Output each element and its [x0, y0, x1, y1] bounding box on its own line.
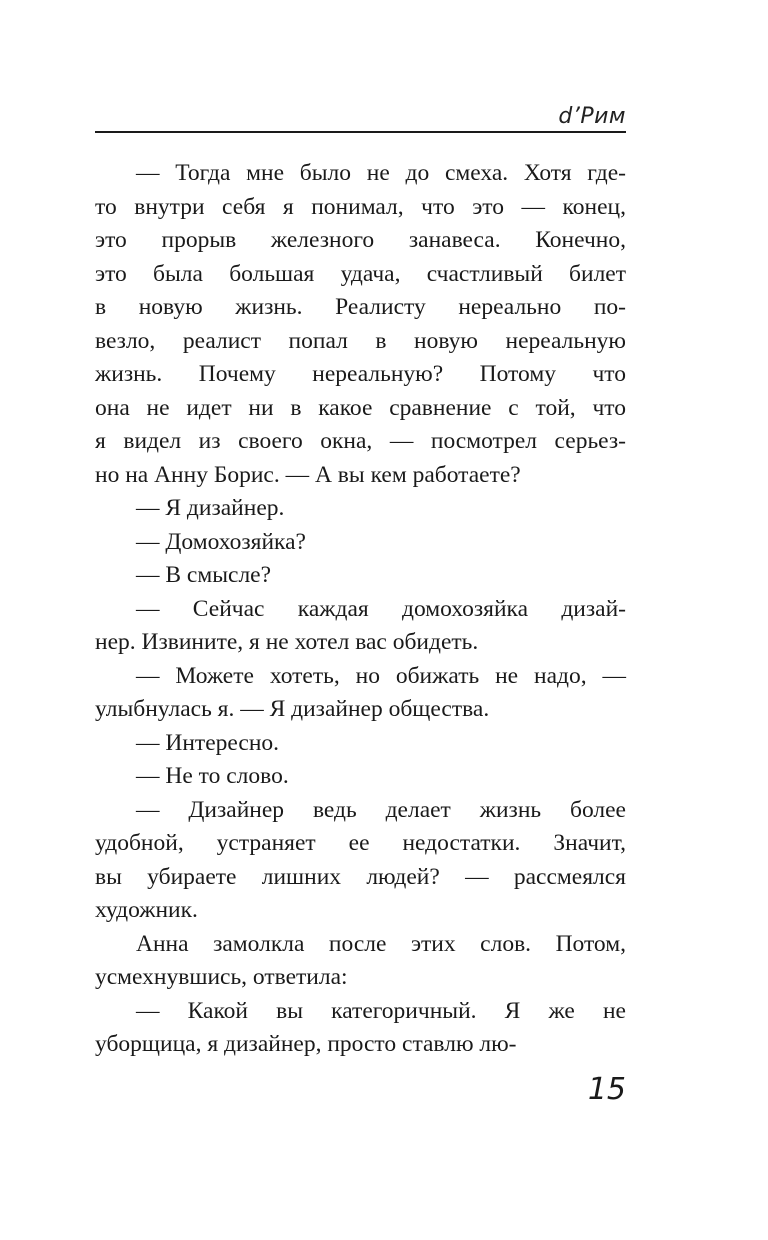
- paragraph: [95, 492, 626, 526]
- text-line: — Какой вы категоричный. Я же не: [136, 997, 626, 1024]
- text-line: улыбнулась я. — Я дизайнер общества.: [95, 696, 490, 722]
- paragraph: [95, 794, 626, 928]
- text-line: она не идет ни в какое сравнение с той, что: [95, 394, 626, 421]
- text-line: — Домохозяйка?: [136, 528, 306, 555]
- text-line: художник.: [95, 897, 198, 923]
- running-head: d’Рим: [558, 104, 626, 129]
- text-line: то внутри себя я понимал, что это — конец,: [95, 193, 626, 220]
- text-line: — Я дизайнер.: [136, 495, 285, 521]
- paragraph: [95, 928, 626, 995]
- text-line: везло, реалист попал в новую нереальную: [95, 327, 626, 354]
- paragraph: [95, 559, 626, 593]
- header-rule: [95, 131, 626, 133]
- text-line: я видел из своего окна, — посмотрел серьез-: [95, 428, 626, 454]
- text-line: это была большая удача, счастливый билет: [95, 260, 626, 287]
- text-line: вы убираете лишних людей? — рассмеялся: [95, 863, 626, 890]
- text-line: но на Анну Борис. — А вы кем работаете?: [95, 461, 521, 488]
- text-line: — Дизайнер ведь делает жизнь более: [136, 796, 626, 823]
- text-line: жизнь. Почему нереальную? Потому что: [95, 361, 626, 387]
- text-line: это прорыв железного занавеса. Конечно,: [95, 227, 626, 253]
- text-line: — Сейчас каждая домохозяйка дизай-: [136, 595, 626, 622]
- text-line: — Не то слово.: [136, 763, 289, 789]
- paragraph: [95, 995, 626, 1062]
- paragraph: [95, 157, 626, 492]
- paragraph: [95, 526, 626, 560]
- paragraph: [95, 760, 626, 794]
- paragraph: [95, 593, 626, 660]
- text-line: в новую жизнь. Реалисту нереально по-: [95, 294, 626, 320]
- text-line: — Тогда мне было не до смеха. Хотя где-: [136, 160, 626, 186]
- text-line: — В смысле?: [136, 562, 272, 588]
- text-line: удобной, устраняет ее недостатки. Значит,: [95, 830, 626, 856]
- text-line: — Интересно.: [136, 729, 280, 756]
- body-text: [95, 157, 626, 1062]
- text-line: Анна замолкла после этих слов. Потом,: [136, 930, 626, 957]
- text-line: усмехнувшись, ответила:: [95, 964, 348, 990]
- text-line: — Можете хотеть, но обижать не надо, —: [136, 662, 626, 689]
- page-number: 15: [587, 1072, 626, 1107]
- paragraph: [95, 660, 626, 727]
- text-line: уборщица, я дизайнер, просто ставлю лю-: [95, 1031, 517, 1057]
- paragraph: [95, 727, 626, 761]
- page-header: [95, 96, 626, 132]
- text-line: нер. Извините, я не хотел вас обидеть.: [95, 629, 479, 655]
